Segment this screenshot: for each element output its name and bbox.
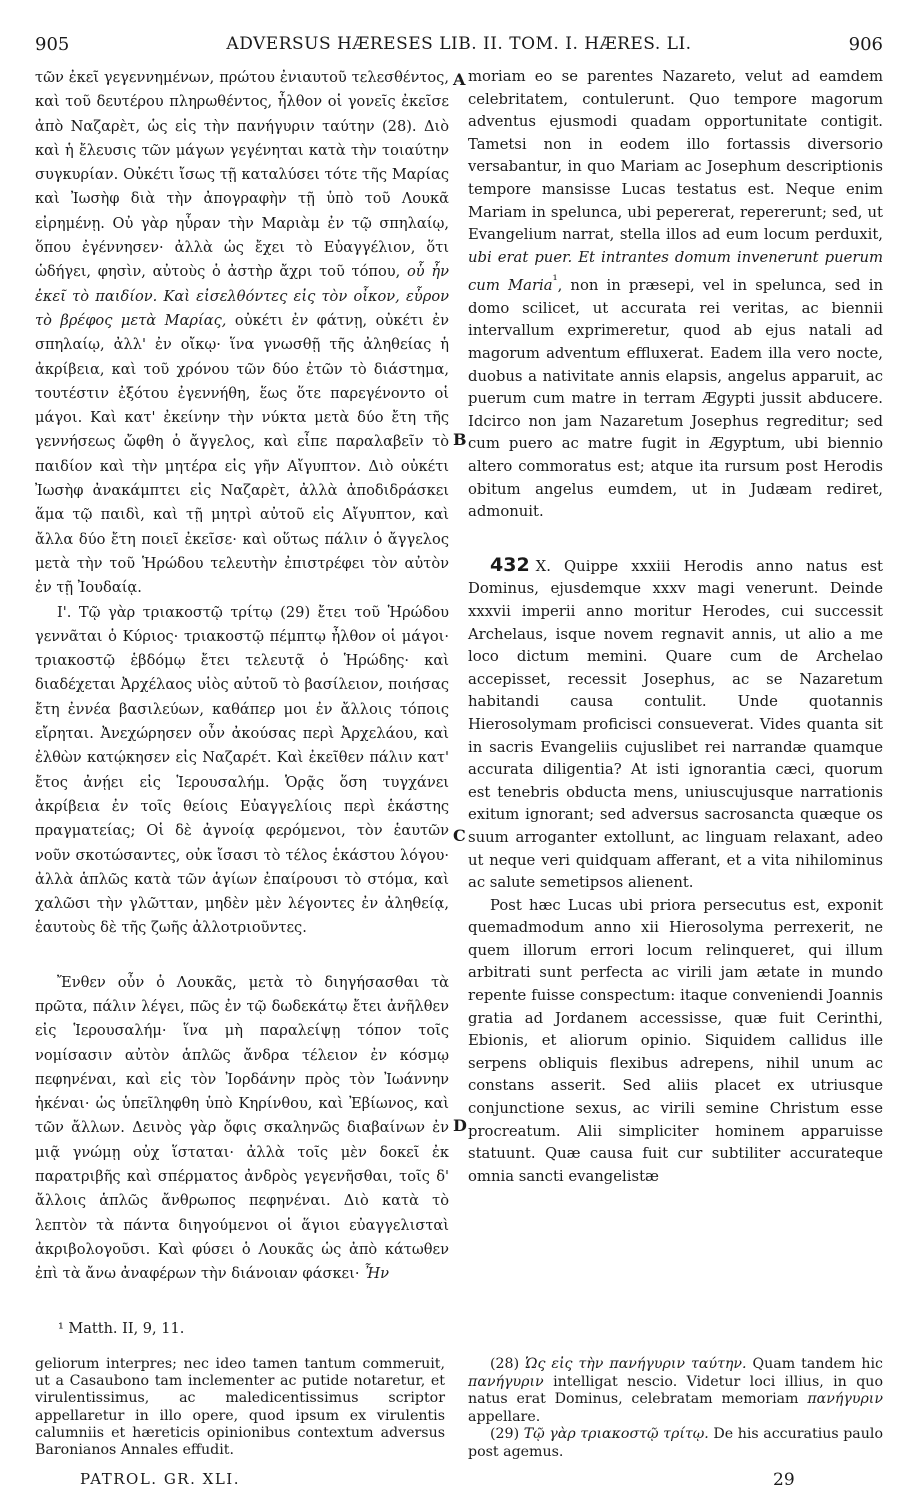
greek-column bbox=[35, 66, 449, 1287]
note-28 bbox=[468, 1356, 883, 1426]
page-number-left: 905 bbox=[35, 34, 70, 55]
page-number-right: 906 bbox=[848, 34, 883, 55]
greek-paragraph-3 bbox=[35, 971, 449, 1287]
footnote: ¹ Matth. II, 9, 11. bbox=[58, 1321, 185, 1337]
patrologia-signature: PATROL. GR. XLI. bbox=[80, 1470, 240, 1488]
latin-paragraph-3: Post hæc Lucas ubi priora persecutus est, exponit quemadmodum anno xii Hierosolyma perrexerit, ne quem illorum errori locum relinqueret, qui illum arbitrati sunt perfecta ac virili jam ætate in mundo repente fuisse conspectum: itaque conveniendi Joannis gratia ad Jordanem accessisse, quæ fuit Cerinthi, Ebionis, et aliorum opinio. Siquidem callidus ille serpens obliquis flexibus adrepens, nihil unum ac constans asserit. Sed aliis placet ex utriusque conjunctione sexus, ac virili semine Christum esse procreatum. Alii simpliciter hominem apparuisse statuunt. Quæ causa fuit cur subtiliter accurateque omnia sancti evangelistæ bbox=[468, 896, 883, 1185]
latin-paragraph-1 bbox=[468, 66, 883, 524]
greek-text-3: Ἔνθεν οὖν ὁ Λουκᾶς, μετὰ τὸ διηγήσασθαι τὰ πρῶτα, πάλιν λέγει, πῶς ἐν τῷ δωδεκάτῳ ἔτει ἀνῆλθεν εἰς Ἱερουσαλήμ· ἵνα μὴ παραλείψῃ τόπον τοῖς νομίσασιν αὐτὸν ἁπλῶς ἄνδρα τέλειον ἐν κόσμῳ πεφηνέναι, καὶ εἰς τὸν Ἰορδάνην πρὸς τὸν Ἰωάννην ἡκέναι· ὡς ὑπεῖληφθη ὑπὸ Κηρίνθου, καὶ Ἐβίωνος, καὶ τῶν ἄλλων. Δεινὸς γὰρ ὄφις σκαληνῶς διαβαίνων ἐν μιᾷ γνώμῃ οὐχ ἵσταται· ἀλλὰ τοῖς μὲν δοκεῖ ἐκ παρατριβῆς καὶ σπέρματος ἀνδρὸς γεγενῆσθαι, τοῖς δ' ἄλλοις ἁπλῶς ἄνθρωπος πεφηνέναι. Διὸ κατὰ τὸ λεπτὸν τὰ πάντα διηγούμενοι οἱ ἅγιοι εὐαγγελισταὶ ἀκριβολογοῦσι. Καὶ φύσει ὁ Λουκᾶς ὡς ἀπὸ κάτωθεν ἐπὶ τὰ ἄνω ἀναφέρων τὴν διάνοιαν φάσκει· bbox=[35, 973, 449, 1283]
latin-text-1a: moriam eo se parentes Nazareto, velut ad eamdem celebritatem, contulerunt. Quo tempore magorum adventus ejusmodi quadam opportunitate contigit. Tametsi non in eodem illo fortassis diversorio versabantur, in quo Mariam ac Josephum descriptionis tempore mansisse Lucas testatus est. Neque enim Mariam in spelunca, ubi pepererat, repererunt; sed, ut Evangelium narrat, stella illos ad eum locum perduxit, bbox=[468, 68, 883, 244]
greek-paragraph-1 bbox=[35, 66, 449, 601]
greek-quote-1: οὗ ἦν ἐκεῖ τὸ παιδίον. Καὶ εἰσελθόντες εἰς τὸν οἶκον, εὗρον τὸ βρέφος μετὰ Μαρίας, bbox=[35, 263, 449, 329]
note-28-text-b: intelligat nescio. Videtur loci illius, in quo natus erat Dominus, celebratam memoriam bbox=[468, 1373, 883, 1408]
note-29-lemma: Τῷ γὰρ τριακοστῷ τρίτῳ. bbox=[523, 1426, 709, 1443]
note-28-text-c: appellare. bbox=[468, 1408, 541, 1425]
note-29 bbox=[468, 1426, 883, 1461]
note-28-greek-a: πανήγυριν bbox=[468, 1373, 544, 1390]
note-29-number: (29) bbox=[490, 1426, 520, 1443]
bottom-right-notes bbox=[468, 1356, 883, 1462]
greek-text-1b: οὐκέτι ἐν φάτνῃ, οὐκέτι ἐν σπηλαίῳ, ἀλλ' ἐν οἴκῳ· ἵνα γνωσθῇ τῆς ἀληθείας ἡ ἀκρίβεια, καὶ τοῦ χρόνου τῶν δύο ἐτῶν τὸ διάστημα, τουτέστιν ἐξότου ἐγεννήθη, ἕως ὅτε παρεγένοντο οἱ μάγοι. Καὶ κατ' ἐκείνην τὴν νύκτα μετὰ δύο ἔτη τῆς γεννήσεως ὤφθη ὁ ἄγγελος, καὶ εἶπε παραλαβεῖν τὸ παιδίον καὶ τὴν μητέρα εἰς γῆν Αἴγυπτον. Διὸ οὐκέτι Ἰωσὴφ ἀνακάμπτει εἰς Ναζαρὲτ, ἀλλὰ ἀποδιδράσκει ἅμα τῷ παιδὶ, καὶ τῇ μητρὶ αὐτοῦ εἰς Αἴγυπτον, καὶ ἄλλα δύο ἔτη ποιεῖ ἐκεῖσε· καὶ οὕτως πάλιν ὁ ἄγγελος μετὰ τὴν τοῦ Ἡρώδου τελευτὴν ἐπιστρέφει τὸν αὐτὸν ἐν τῇ Ἰουδαίᾳ. bbox=[35, 311, 450, 597]
greek-quote-3: Ἦν bbox=[364, 1265, 390, 1283]
running-title: ADVERSUS HÆRESES LIB. II. TOM. I. HÆRES. LI. bbox=[226, 34, 692, 54]
note-28-number: (28) bbox=[490, 1356, 520, 1372]
note-28-lemma: Ὡς εἰς τὴν πανήγυριν ταύτην. bbox=[525, 1356, 747, 1372]
bottom-left-note: geliorum interpres; nec ideo tamen tantum commeruit, ut a Casaubono tam inclementer ac putide notaretur, et virulentissimus, ac maledicentissimus scriptor appellaretur in illo opere, quod ipsum ex virulentis calumniis et hæreticis opinionibus contextum adversus Baronianos Annales effudit. bbox=[35, 1356, 445, 1459]
latin-text-1b: , non in præsepi, vel in spelunca, sed in domo scilicet, ut accurata rei veritas, ac biennii intervallum exprimeretur, quod ab ejus natali ad magorum adventum effluxerat. Eadem illa vero nocte, duobus a nativitate annis elapsis, angelus apparuit, ac puerum cum matre in terram Ægypti jussit abducere. Idcirco non jam Nazaretum Josephus regreditur; sed cum puero ac matre fugit in Ægyptum, ubi biennio altero commoratus est; atque ita rursum post Herodis obitum angelus eumdem, ut in Judæam rediret, admonuit. bbox=[468, 277, 883, 521]
latin-text-2: X. Quippe xxxiii Herodis anno natus est Dominus, ejusdemque xxxv magi venerunt. Deinde xxxvii imperii anno moritur Herodes, cui successit Archelaus, isque novem regnavit annis, ut alio a me loco dictum memini. Quare cum de Archelao accepisset, recessit Josephus, ac se Nazaretum habitandi causa contulit. Unde quotannis Hierosolymam proficisci consueverat. Vides quanta sit in sacris Evangeliis cujuslibet rei narrandæ quamque accurata diligentia? At isti ignorantia cæci, quorum est tenebris obducta mens, uniuscujusque narrationis exitum ignorant; sed adversus sacrosancta quæque os suum arroganter extollunt, ac linguam relaxant, adeo ut neque veri quidquam afferant, et a vita nihilominus ac salute semetipsos alienent. bbox=[468, 557, 883, 892]
note-28-text-a: Quam tandem hic bbox=[746, 1356, 883, 1372]
note-29-text: De his accuratius paulo post agemus. bbox=[468, 1426, 883, 1460]
latin-column bbox=[468, 66, 883, 1188]
margin-letter-d: D bbox=[453, 1116, 467, 1135]
running-header bbox=[35, 34, 883, 58]
greek-paragraph-2: Ι'. Τῷ γὰρ τριακοστῷ τρίτῳ (29) ἔτει τοῦ Ἡρώδου γεννᾶται ὁ Κύριος· τριακοστῷ πέμπτῳ ἦλθον οἱ μάγοι· τριακοστῷ ἑβδόμῳ ἔτει τελευτᾷ ὁ Ἡρώδης· καὶ διαδέχεται Ἀρχέλαος υἱὸς αὐτοῦ τὸ βασίλειον, ποιήσας ἔτη ἐννέα βασιλεύων, καθάπερ μοι ἐν ἄλλοις τόποις εἴρηται. Ἀνεχώρησεν οὖν ἀκούσας περὶ Ἀρχελάου, καὶ ἐλθὼν κατῴκησεν εἰς Ναζαρέτ. Καὶ ἐκεῖθεν πάλιν κατ' ἔτος ἀνῄει εἰς Ἱερουσαλήμ. Ὁρᾷς ὅση τυγχάνει ἀκρίβεια ἐν τοῖς θείοις Εὐαγγελίοις περὶ ἑκάστης πραγματείας; Οἱ δὲ ἀγνοίᾳ φερόμενοι, τὸν ἑαυτῶν νοῦν σκοτώσαντες, οὐκ ἴσασι τὸ τέλος ἑκάστου λόγου· ἀλλὰ ἁπλῶς κατὰ τῶν ἁγίων ἐπαίρουσι τὸ στόμα, καὶ χαλῶσι τὴν γλῶτταν, μηδὲν μὲν λέγοντες ἐν ἀληθείᾳ, ἑαυτοὺς δὲ τῆς ζωῆς ἀλλοτριοῦντες. bbox=[35, 603, 449, 937]
latin-paragraph-2 bbox=[468, 554, 883, 895]
footnote-ref-1: ¹ bbox=[552, 273, 558, 288]
section-number: 432 bbox=[490, 553, 530, 576]
sheet-number: 29 bbox=[773, 1470, 795, 1490]
greek-text-1: τῶν ἐκεῖ γεγεννημένων, πρώτου ἐνιαυτοῦ τελεσθέντος, καὶ τοῦ δευτέρου πληρωθέντος, ἦλθον οἱ γονεῖς ἐκεῖσε ἀπὸ Ναζαρὲτ, ὡς εἰς τὴν πανήγυριν ταύτην (28). Διὸ καὶ ἡ ἔλευσις τῶν μάγων γεγένηται κατὰ τὴν τοιαύτην συγκυρίαν. Οὐκέτι ἴσως τῇ καταλύσει τότε τῆς Μαρίας καὶ Ἰωσὴφ διὰ τὴν ἀπογραφὴν τῇ ὑπὸ τοῦ Λουκᾶ εἰρημένῃ. Οὐ γὰρ ηὗραν τὴν Μαριὰμ ἐν τῷ σπηλαίῳ, ὅπου ἐγέννησεν· ἀλλὰ ὡς ἔχει τὸ Εὐαγγέλιον, ὅτι ὡδήγει, φησὶν, αὐτοὺς ὁ ἀστὴρ ἄχρι τοῦ τόπου, bbox=[35, 69, 449, 281]
margin-letter-b: B bbox=[453, 430, 467, 449]
margin-letter-a: A bbox=[453, 70, 466, 89]
latin-quote-1: ubi erat puer. Et intrantes domum invenerunt puerum cum Maria bbox=[468, 248, 883, 295]
margin-letter-c: C bbox=[453, 826, 466, 845]
note-28-greek-b: πανήγυριν bbox=[807, 1391, 883, 1408]
